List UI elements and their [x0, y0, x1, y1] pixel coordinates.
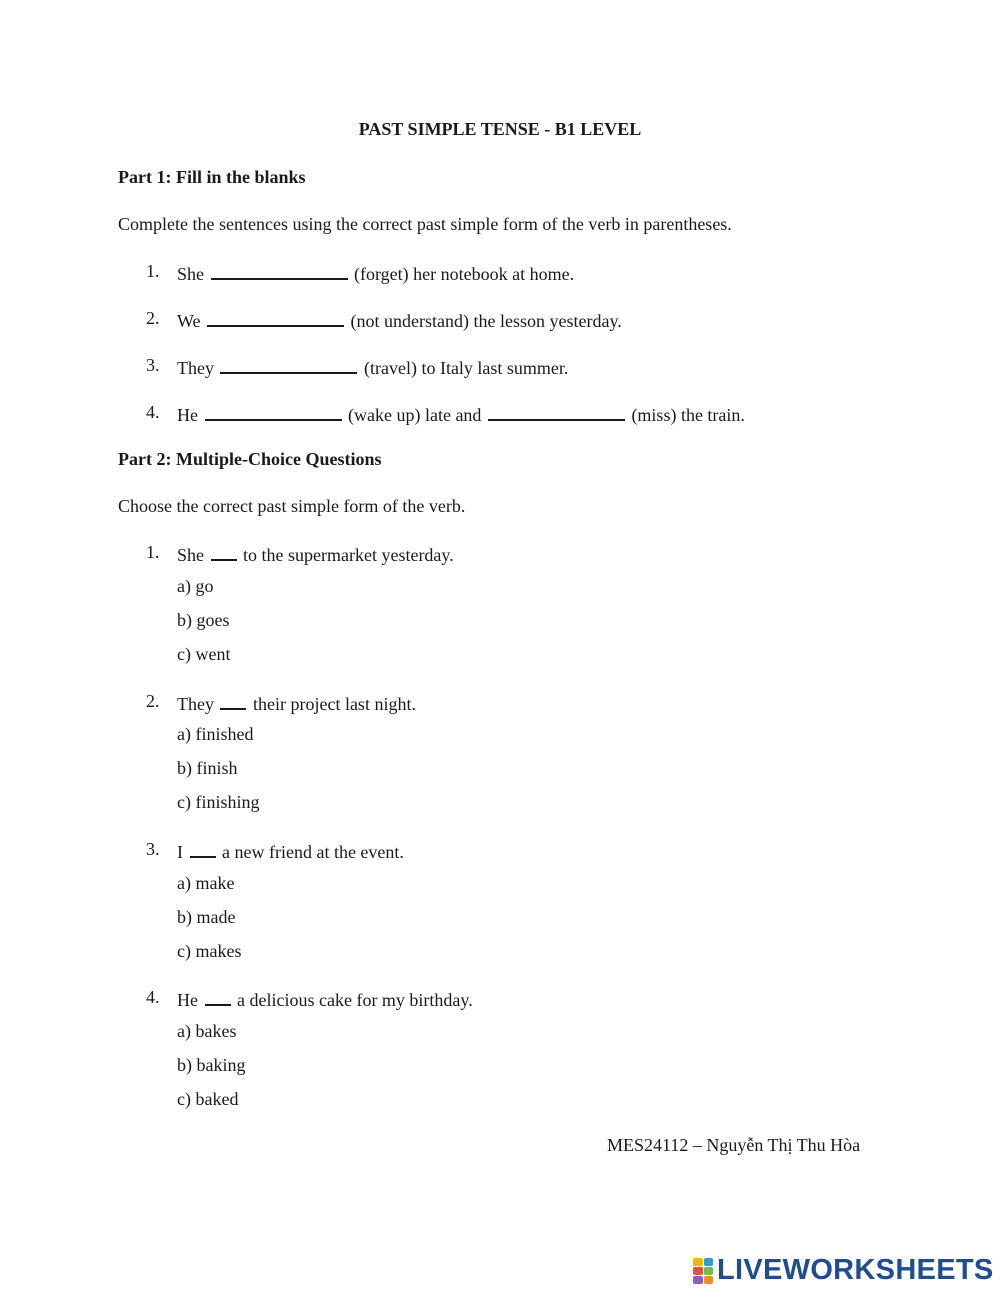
answer-blank[interactable] — [211, 262, 348, 280]
part1-heading: Part 1: Fill in the blanks — [118, 167, 306, 187]
sentence-end: (not understand) the lesson yesterday. — [350, 311, 622, 331]
option-a[interactable]: a) make — [177, 873, 235, 893]
question-text — [177, 692, 416, 713]
question-number: 4. — [146, 987, 160, 1007]
option-a[interactable]: a) bakes — [177, 1021, 237, 1041]
part1-instruction: Complete the sentences using the correct past simple form of the verb in parentheses. — [118, 214, 732, 234]
part1-item-number: 3. — [146, 355, 160, 375]
brand-name: LIVEWORKSHEETS — [717, 1254, 994, 1286]
part2-instruction: Choose the correct past simple form of the verb. — [118, 496, 466, 516]
sentence-start: We — [177, 311, 201, 331]
option-b[interactable]: b) made — [177, 907, 236, 927]
part1-item — [177, 309, 622, 330]
sentence-end: (forget) her notebook at home. — [354, 264, 575, 284]
part1-item — [177, 403, 745, 424]
option-b[interactable]: b) goes — [177, 610, 230, 630]
part2-heading: Part 2: Multiple-Choice Questions — [118, 449, 382, 469]
author-credit: MES24112 – Nguyễn Thị Thu Hòa — [607, 1135, 861, 1155]
question-text — [177, 988, 473, 1009]
part1-item-number: 2. — [146, 308, 160, 328]
option-b[interactable]: b) baking — [177, 1055, 246, 1075]
option-a[interactable]: a) go — [177, 576, 214, 596]
answer-blank[interactable] — [211, 543, 237, 561]
answer-blank[interactable] — [220, 692, 246, 710]
question-text — [177, 840, 404, 861]
sentence-start: She — [177, 264, 204, 284]
option-a[interactable]: a) finished — [177, 724, 254, 744]
option-c[interactable]: c) finishing — [177, 792, 260, 812]
question-end: a delicious cake for my birthday. — [237, 990, 473, 1010]
question-start: He — [177, 990, 198, 1010]
answer-blank[interactable] — [207, 309, 344, 327]
question-number: 2. — [146, 691, 160, 711]
answer-blank[interactable] — [220, 356, 357, 374]
sentence-middle: (wake up) late and — [348, 405, 482, 425]
liveworksheets-brand[interactable] — [693, 1256, 994, 1285]
part1-item — [177, 262, 574, 283]
sentence-start: He — [177, 405, 198, 425]
answer-blank[interactable] — [488, 403, 625, 421]
worksheet-title: PAST SIMPLE TENSE - B1 LEVEL — [358, 119, 642, 139]
question-number: 1. — [146, 542, 160, 562]
question-end: to the supermarket yesterday. — [243, 545, 454, 565]
part1-item-number: 1. — [146, 261, 160, 281]
part1-item-number: 4. — [146, 402, 160, 422]
sentence-end: (miss) the train. — [631, 405, 745, 425]
answer-blank[interactable] — [190, 840, 216, 858]
question-start: She — [177, 545, 204, 565]
answer-blank[interactable] — [205, 403, 342, 421]
option-c[interactable]: c) went — [177, 644, 231, 664]
question-number: 3. — [146, 839, 160, 859]
option-b[interactable]: b) finish — [177, 758, 238, 778]
sentence-end: (travel) to Italy last summer. — [363, 358, 569, 378]
question-text — [177, 543, 454, 564]
option-c[interactable]: c) makes — [177, 941, 242, 961]
question-end: a new friend at the event. — [222, 842, 404, 862]
question-start: I — [177, 842, 183, 862]
part1-item — [177, 356, 568, 377]
question-start: They — [177, 694, 214, 714]
answer-blank[interactable] — [205, 988, 231, 1006]
question-end: their project last night. — [252, 694, 416, 714]
liveworksheets-logo-icon — [693, 1258, 713, 1284]
option-c[interactable]: c) baked — [177, 1089, 239, 1109]
sentence-start: They — [177, 358, 214, 378]
